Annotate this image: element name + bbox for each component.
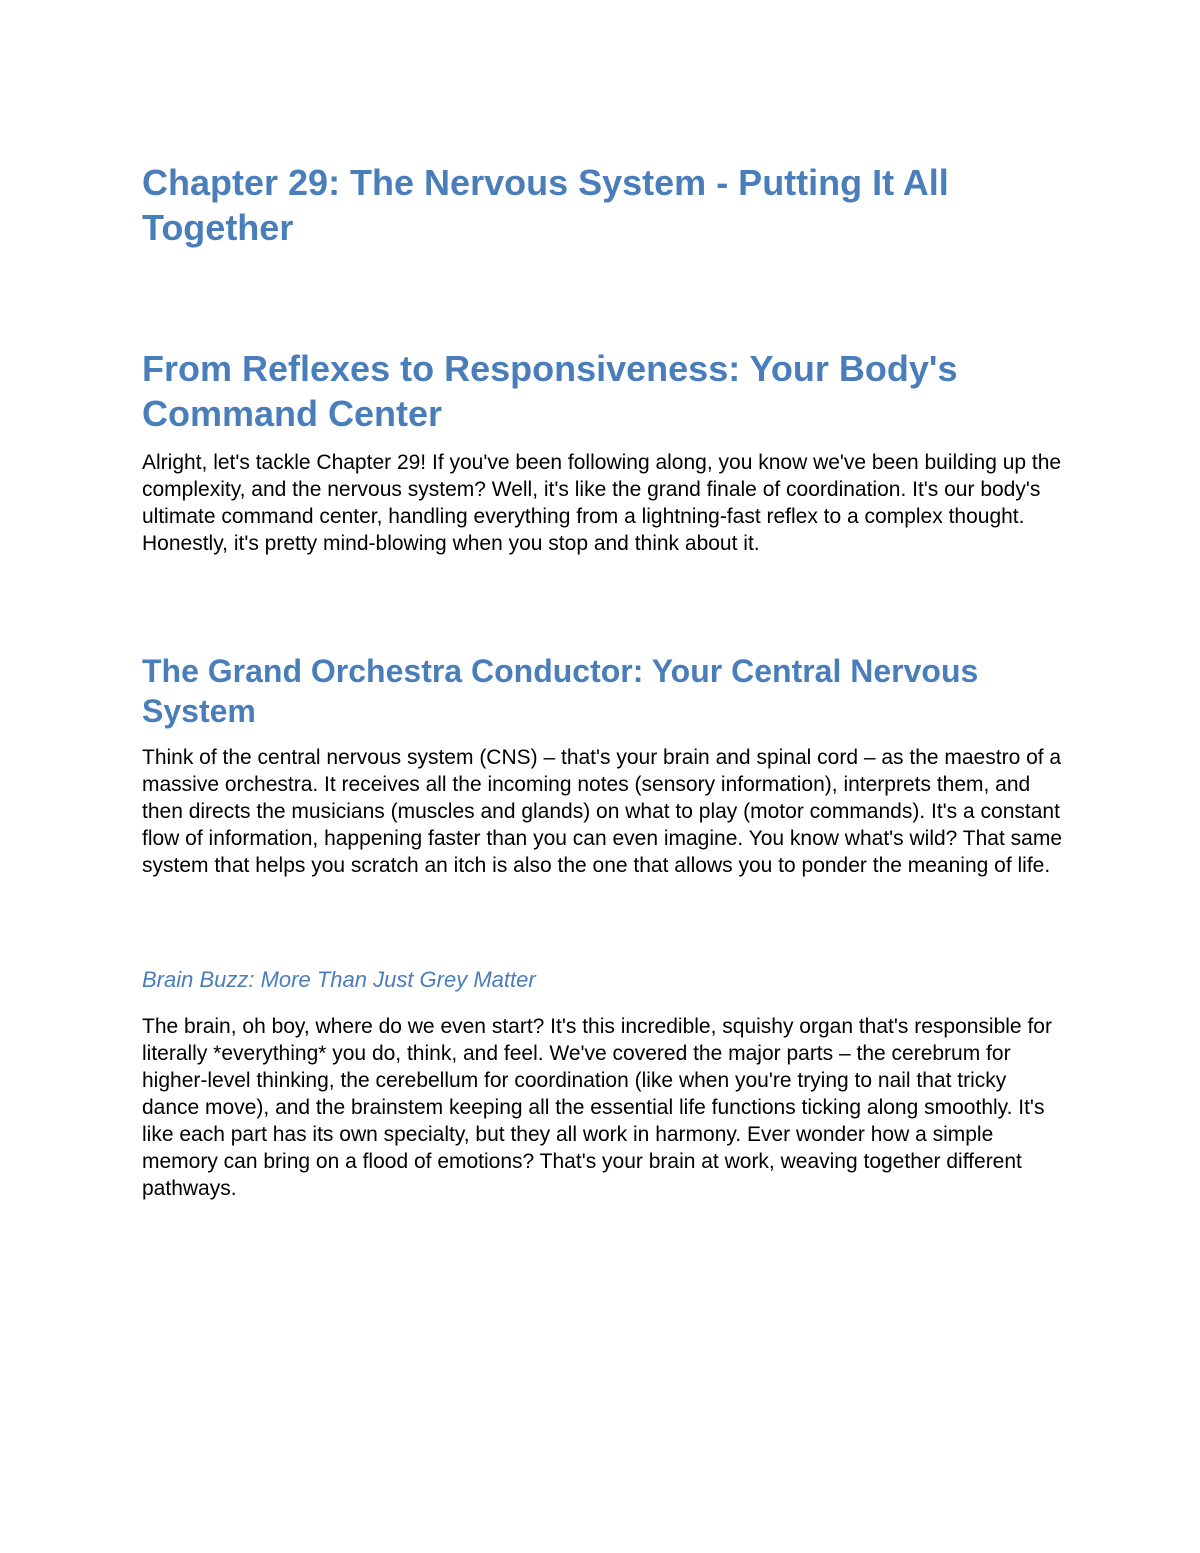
section-heading-reflexes: From Reflexes to Responsiveness: Your Body's Command Center (142, 348, 958, 434)
section-paragraph-reflexes: Alright, let's tackle Chapter 29! If you've been following along, you know we've been building up the complexity, and the nervous system? Well, it's like the grand finale of coordination. It's our body's ultimate command center, handling everything from a lightning-fast reflex to a complex thought. Honestly, it's pretty mind-blowing when you stop and think about it. (142, 451, 1062, 555)
section-paragraph-brain-buzz: The brain, oh boy, where do we even start? It's this incredible, squishy organ that's responsible for literally *everything* you do, think, and feel. We've covered the major parts – the cerebrum for higher-level thinking, the cerebellum for coordination (like when you're trying to nail that tricky dance move), and the brainstem keeping all the essential life functions ticking along smoothly. It's like each part has its own specialty, but they all work in harmony. Ever wonder how a simple memory can bring on a flood of emotions? That's your brain at work, weaving together different pathways. (142, 1015, 1052, 1200)
section-heading-brain-buzz: Brain Buzz: More Than Just Grey Matter (142, 967, 536, 992)
section-heading-cns: The Grand Orchestra Conductor: Your Central Nervous System (142, 653, 979, 729)
document-page (142, 160, 1062, 1202)
document-title: Chapter 29: The Nervous System - Putting It All Together (142, 162, 949, 248)
section-paragraph-cns: Think of the central nervous system (CNS) – that's your brain and spinal cord – as the maestro of a massive orchestra. It receives all the incoming notes (sensory information), interprets them, and then directs the musicians (muscles and glands) on what to play (motor commands). It's a constant flow of information, happening faster than you can even imagine. You know what's wild? That same system that helps you scratch an itch is also the one that allows you to ponder the meaning of life. (142, 746, 1063, 877)
